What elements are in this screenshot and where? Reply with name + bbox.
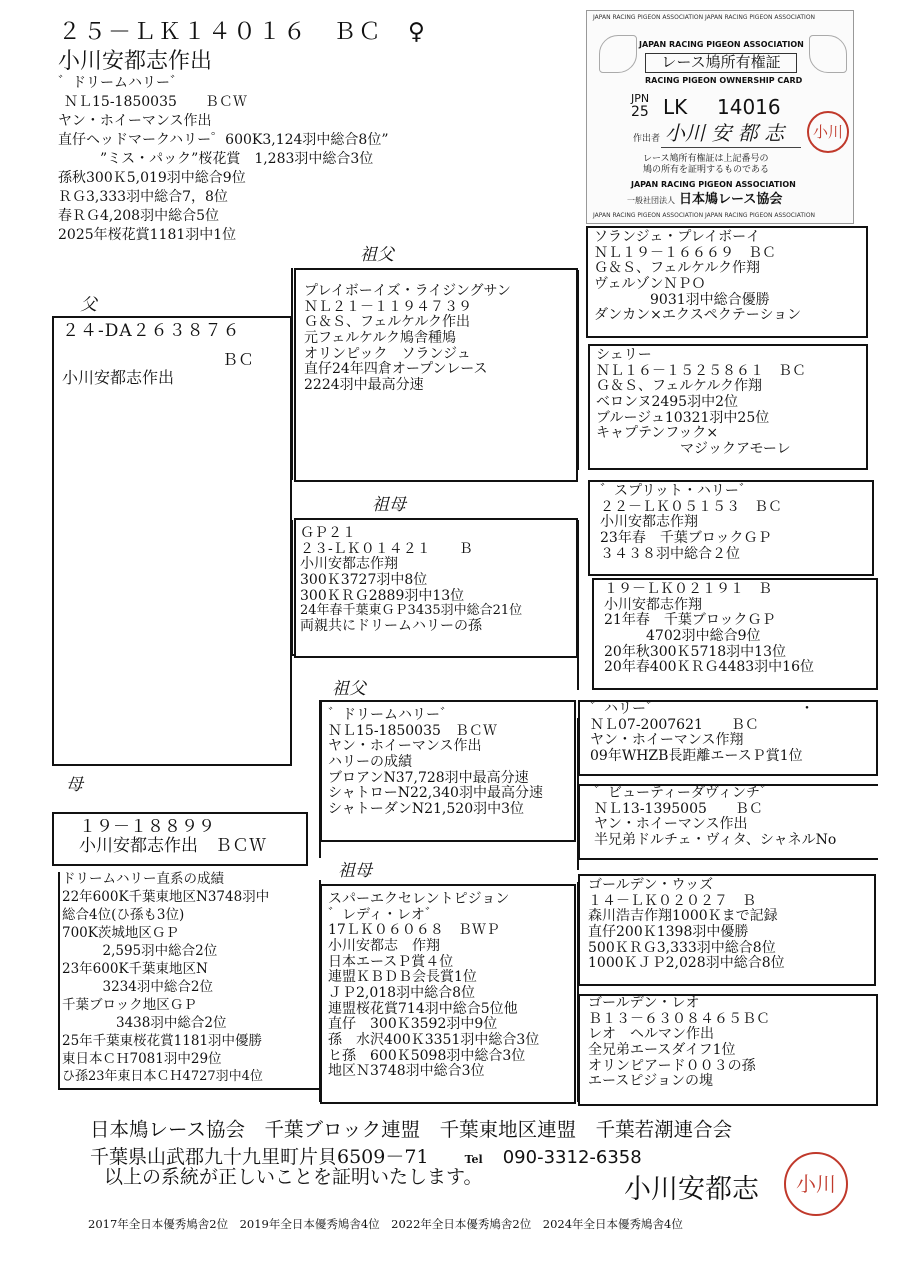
great-grandparent-3-box <box>588 480 874 576</box>
g3-4-line: １９－ＬＫ０２１９１ Ｂ <box>604 581 772 597</box>
dam-note: 総合4位(ひ孫も3位) <box>62 907 185 923</box>
gd1-line: 300ＫＲＧ2889羽中13位 <box>300 587 465 604</box>
g3-8-line: オリンピアード００３の孫 <box>588 1057 756 1074</box>
gd2-line: ゛レディ・レオ゛ <box>328 906 439 923</box>
dam-line: １９－１８８９９ <box>62 817 215 837</box>
footer-tel-label: Tel <box>464 1153 483 1166</box>
g3-8-line: レオ ヘルマン作出 <box>588 1026 714 1043</box>
gd1-line: 300Ｋ3727羽中8位 <box>300 572 428 589</box>
grandsire-1-box <box>294 268 578 482</box>
header-line: ヤン・ホイーマンス作出 <box>58 113 212 129</box>
dam-line: 小川安都志作出 ＢＣＷ <box>62 836 266 857</box>
gd2-line: 孫 水沢400Ｋ3351羽中総合3位 <box>328 1032 540 1049</box>
card-number: 14016 <box>717 95 781 119</box>
card-assoc-bottom: JAPAN RACING PIGEON ASSOCIATION <box>631 180 796 189</box>
gs2-line: ヤン・ホイーマンス作出 <box>328 738 482 755</box>
great-grandparent-7-box <box>578 874 876 986</box>
g3-5-line: ヤン・ホイーマンス作翔 <box>590 732 744 749</box>
dam-note: 25年千葉東桜花賞1181羽中優勝 <box>62 1033 263 1049</box>
gs2-line: ブロアンN37,728羽中最高分速 <box>328 769 529 786</box>
footer-awards: 2017年全日本優秀鳩舎2位 2019年全日本優秀鳩舎4位 2022年全日本優秀鳩舎2位 2024年全日本優秀鳩舎4位 <box>88 1217 683 1231</box>
g3-6-line: 半兄弟ドルチェ・ヴィタ、シャネルNo <box>594 832 837 849</box>
great-grandparent-8-box <box>578 994 878 1106</box>
sire-line: ＢＣ <box>62 350 255 370</box>
gs1-line: プレイボーイズ・ライジングサン <box>304 283 511 299</box>
great-grandparent-4-box <box>592 578 878 690</box>
g3-2-line: キャプテンフック× <box>596 425 719 442</box>
g3-4-line: 4702羽中総合9位 <box>604 628 761 645</box>
gd2-line: ヒ孫 600Ｋ5098羽中総合3位 <box>328 1047 526 1064</box>
label-dam: 母 <box>66 775 83 795</box>
card-association: JAPAN RACING PIGEON ASSOCIATION <box>639 40 804 49</box>
footer-stamp-icon <box>784 1152 848 1216</box>
gs2-line: ハリーの成績 <box>328 754 412 771</box>
g3-1-line: ダンカン×エクスペクテーション <box>594 307 802 324</box>
dam-note: 3438羽中総合2位 <box>62 1015 227 1031</box>
card-assoc-jp: 日本鳩レース協会 <box>679 192 783 207</box>
g3-3-line: 小川安都志作翔 <box>600 514 698 531</box>
great-grandparent-6-box <box>578 784 878 860</box>
gd2-line: 連盟ＫＢＤＢ会長賞1位 <box>328 969 477 986</box>
header-line: ＮＬ15-1850035 ＢＣＷ <box>64 94 247 110</box>
dam-notes <box>58 872 322 1090</box>
g3-2-line: ＮＬ１６－１５２５８６１ ＢＣ <box>596 362 806 379</box>
g3-7-line: ゴールデン・ウッズ <box>588 877 714 893</box>
g3-3-line: ３４３８羽中総合２位 <box>600 545 740 562</box>
g3-4-line: 20年秋300Ｋ5718羽中13位 <box>604 643 786 660</box>
gs1-line: オリンピック ソランジュ <box>304 345 471 362</box>
g3-8-line: Ｂ１３－６３０８４６５ＢＣ <box>588 1010 770 1027</box>
dam-note: ドリームハリー直系の成績 <box>62 871 224 887</box>
card-breeder-label: 作出者 <box>633 134 661 144</box>
sire-line: 小川安都志作出 <box>62 367 175 387</box>
g3-3-line: ２２－ＬＫ０５１５３ ＢＣ <box>600 498 782 515</box>
card-assoc-prefix: 一般社団法人 <box>627 196 675 205</box>
card-year: 25 <box>631 104 649 120</box>
gd1-line: 24年春千葉東ＧＰ3435羽中総合21位 <box>300 603 523 619</box>
dam-note: 2,595羽中総合2位 <box>62 943 218 959</box>
footer-certify: 以上の系統が正しいことを証明いたします。 <box>104 1166 483 1188</box>
g3-8-line: エースピジョンの塊 <box>588 1073 714 1090</box>
dam-note: ひ孫23年東日本ＣＨ4727羽中4位 <box>62 1069 263 1084</box>
dam-note: 3234羽中総合2位 <box>62 979 213 995</box>
great-grandparent-1-box <box>586 226 868 338</box>
footer-address: 千葉県山武郡九十九里町片貝6509－71 <box>90 1146 429 1168</box>
g3-2-line: ベロンヌ2495羽中2位 <box>596 394 738 411</box>
gs1-line: 2224羽中最高分速 <box>304 377 424 394</box>
g3-1-line: ヴェルゾンＮＰＯ <box>594 276 706 293</box>
g3-6-line: ゛ビューティーダヴィンチ゛ <box>594 785 775 801</box>
g3-6-line: ＮＬ13-1395005 ＢＣ <box>594 800 763 817</box>
card-jpn: JPN <box>631 92 650 105</box>
g3-3-line: ゛スプリット・ハリー゛ <box>600 483 753 499</box>
card-subtitle: RACING PIGEON OWNERSHIP CARD <box>645 76 803 85</box>
gs1-line: Ｇ＆Ｓ、フェルケルク作出 <box>304 314 471 331</box>
footer-tel: 090-3312-6358 <box>502 1147 642 1168</box>
g3-4-line: 小川安都志作翔 <box>604 596 702 613</box>
footer-signature: 小川安都志 <box>624 1174 759 1205</box>
g3-5-line: ゛ハリー゛ ・ <box>590 701 814 717</box>
gs2-line: ゛ドリームハリー゛ <box>328 707 454 723</box>
sire-line: ２４-DA２６３８７６ <box>62 321 241 341</box>
g3-8-line: ゴールデン・レオ <box>588 995 700 1011</box>
gs1-line: 直仔24年四倉オープンレース <box>304 361 488 378</box>
footer-stamp-text: 小川 <box>796 1172 836 1196</box>
card-note-1: レース鳩所有権証は上記番号の <box>643 154 769 164</box>
card-bottom-band: JAPAN RACING PIGEON ASSOCIATION JAPAN RACING PIGEON ASSOCIATION <box>593 212 816 219</box>
header-line: 孫秋300Ｋ5,019羽中総合9位 <box>58 170 246 186</box>
gd2-line: スパーエクセレントピジョン <box>328 891 510 907</box>
g3-1-line: 9031羽中総合優勝 <box>594 291 770 308</box>
dam-note: 東日本ＣＨ7081羽中29位 <box>62 1051 222 1067</box>
g3-4-line: 20年春400ＫＲＧ4483羽中16位 <box>604 659 814 676</box>
g3-5-line: ＮＬ07-2007621 ＢＣ <box>590 716 759 733</box>
gs2-line: シャトローN22,340羽中最高分速 <box>328 785 543 802</box>
dam-note: 千葉ブロック地区ＧＰ <box>62 997 197 1013</box>
label-sire: 父 <box>80 295 97 315</box>
granddam-1-box <box>294 518 578 658</box>
g3-7-line: 1000ＫＪＰ2,028羽中総合8位 <box>588 955 785 972</box>
g3-4-line: 21年春 千葉ブロックＧＰ <box>604 612 776 629</box>
footer-address-row <box>90 1146 642 1168</box>
header-line: 2025年桜花賞1181羽中1位 <box>58 227 237 243</box>
gd2-line: 17ＬＫ０６０６８ ＢＷＰ <box>328 922 500 939</box>
g3-2-line: シェリー <box>596 347 652 363</box>
header-line: ”ミス・パック”桜花賞 1,283羽中総合3位 <box>58 151 374 167</box>
g3-8-line: 全兄弟エースダイフ1位 <box>588 1042 736 1059</box>
great-grandparent-5-box <box>578 700 878 776</box>
g3-2-line: Ｇ＆Ｓ、フェルケルク作翔 <box>596 378 763 395</box>
dam-note: 23年600K千葉東地区N <box>62 961 208 977</box>
g3-3-line: 23年春 千葉ブロックＧＰ <box>600 530 772 547</box>
gs2-line: シャトーダンN21,520羽中3位 <box>328 801 525 818</box>
card-breeder-signature: 小川 安 都 志 <box>665 121 785 145</box>
granddam-2-box <box>320 884 576 1104</box>
g3-7-line: 森川浩吉作翔1000Ｋまで記録 <box>588 908 778 925</box>
label-granddam-2: 祖母 <box>338 861 372 881</box>
header-line: 直仔ヘッドマークハリー゜600K3,124羽中総合8位” <box>58 132 389 148</box>
card-title: レース鳩所有権証 <box>645 53 797 73</box>
header-line: ＲＧ3,333羽中総合7，8位 <box>58 189 228 205</box>
breeder-title: 小川安都志作出 <box>58 49 213 74</box>
gd1-line: 小川安都志作翔 <box>300 556 398 573</box>
grandsire-2-box <box>320 700 576 842</box>
gd2-line: ＪＰ2,018羽中総合8位 <box>328 985 475 1002</box>
g3-7-line: 500ＫＲＧ3,333羽中総合8位 <box>588 939 776 956</box>
label-granddam-1: 祖母 <box>372 495 406 515</box>
sire-box <box>52 316 292 766</box>
gs2-line: ＮＬ15-1850035 ＢＣＷ <box>328 722 497 739</box>
g3-1-line: ソランジェ・プレイボーイ <box>594 229 761 245</box>
gd1-line: ＧＰ２１ <box>300 525 356 541</box>
g3-6-line: ヤン・ホイーマンス作出 <box>594 816 748 833</box>
label-grandsire-2: 祖父 <box>332 679 366 699</box>
great-grandparent-2-box <box>588 344 868 470</box>
header-line: 春ＲＧ4,208羽中総合5位 <box>58 208 219 224</box>
dam-note: 22年600K千葉東地区N3748羽中 <box>62 889 270 905</box>
g3-7-line: 直仔200Ｋ1398羽中優勝 <box>588 924 749 941</box>
dam-box <box>52 812 308 866</box>
gd1-line: 両親共にドリームハリーの孫 <box>300 617 482 634</box>
card-code: LK <box>663 95 688 119</box>
label-grandsire-1: 祖父 <box>360 245 394 265</box>
card-note-2: 鳩の所有を証明するものである <box>643 165 770 175</box>
card-top-band: JAPAN RACING PIGEON ASSOCIATION JAPAN RACING PIGEON ASSOCIATION <box>593 14 816 21</box>
footer-organizations: 日本鳩レース協会 千葉ブロック連盟 千葉東地区連盟 千葉若潮連合会 <box>90 1118 733 1141</box>
gd2-line: 日本エースＰ賞４位 <box>328 953 454 970</box>
g3-7-line: １４－ＬＫ０２０２７ Ｂ <box>588 892 756 909</box>
dam-note: 700K茨城地区ＧＰ <box>62 925 179 941</box>
gd2-line: 直仔 300Ｋ3592羽中9位 <box>328 1016 498 1033</box>
g3-5-line: 09年WHZB長距離エースＰ賞1位 <box>590 748 803 765</box>
gs1-line: 元フェルケルク鳩舎種鳩 <box>304 330 457 347</box>
gd2-line: 連盟桜花賞714羽中総合5位他 <box>328 1000 518 1017</box>
ring-number-title: ２５－ＬＫ１４０１６ ＢＣ ♀ <box>58 19 427 45</box>
g3-2-line: マジックアモーレ <box>596 441 791 458</box>
header-line: ゛ドリームハリー゛ <box>58 75 184 91</box>
g3-1-line: Ｇ＆Ｓ、フェルケルク作翔 <box>594 260 761 277</box>
gs1-line: ＮＬ２１－１１９４７３９ <box>304 298 472 315</box>
g3-1-line: ＮＬ１９－１６６６９ ＢＣ <box>594 244 776 261</box>
gd1-line: ２３-ＬＫ０１４２１ Ｂ <box>300 540 473 557</box>
gd2-line: 小川安都志 作翔 <box>328 938 440 955</box>
card-stamp-text: 小川 <box>812 123 843 141</box>
g3-2-line: ブルージュ10321羽中25位 <box>596 409 770 426</box>
gd2-line: 地区Ｎ3748羽中総合3位 <box>328 1063 485 1080</box>
